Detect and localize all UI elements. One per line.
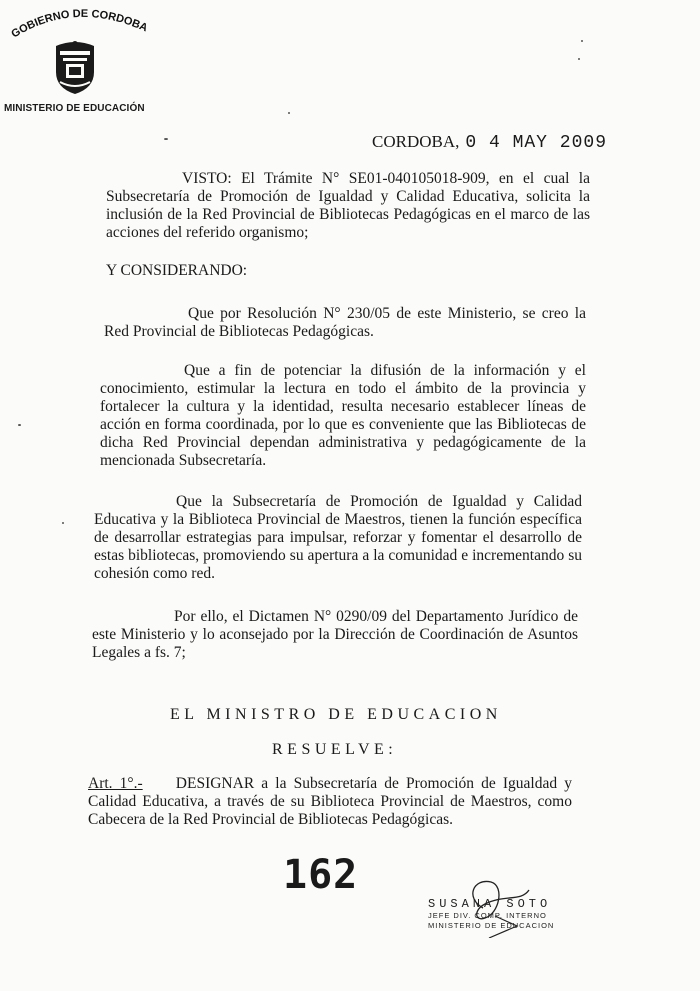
scan-speck <box>164 138 168 140</box>
scan-speck <box>578 58 580 60</box>
considerando-heading: Y CONSIDERANDO: <box>106 262 248 279</box>
scan-speck <box>581 40 583 42</box>
minister-heading: EL MINISTRO DE EDUCACION <box>170 706 502 723</box>
article-1-text: DESIGNAR a la Subsecretaría de Promoción de Igualdad y Calidad Educativa, a través de su Biblioteca Provincial de Maestros, como Cabecera de la Red Provincial de Bibliotecas Pedagógicas. <box>88 775 572 828</box>
scan-speck <box>288 112 290 114</box>
signature-name: SUSANA SOTO <box>428 897 552 911</box>
considerando-4: Por ello, el Dictamen N° 0290/09 del Departamento Jurídico de este Ministerio y lo aconsejado por la Dirección de Coordinación de Asuntos Legales a fs. 7; <box>92 608 578 661</box>
considerando-1: Que por Resolución N° 230/05 de este Ministerio, se creo la Red Provincial de Bibliotecas Pedagógicas. <box>104 305 586 340</box>
visto-paragraph: VISTO: El Trámite N° SE01-040105018-909, en el cual la Subsecretaría de Promoción de Igualdad y Calidad Educativa, solicita la inclusión de la Red Provincial de Bibliotecas Pedagógicas en el marco de las acciones del referido organismo; <box>106 170 590 241</box>
date-line <box>372 132 607 153</box>
scan-speck <box>62 522 64 524</box>
resuelve-heading: RESUELVE: <box>272 741 398 758</box>
signature-title: JEFE DIV. COMP. INTERNO <box>428 911 547 920</box>
considerando-3: Que la Subsecretaría de Promoción de Igualdad y Calidad Educativa y la Biblioteca Provincial de Maestros, tienen la función específica de desarrollar estrategias para impulsar, reforzar y fomentar el desarrollo de estas bibliotecas, promoviendo su apertura a la comunidad e incrementando su cohesión como red. <box>94 493 582 582</box>
ministry-name: MINISTERIO DE EDUCACIÓN <box>4 103 145 114</box>
signature-ministry: MINISTERIO DE EDUCACION <box>428 921 555 930</box>
government-text: GOBIERNO DE CORDOBA <box>9 7 150 41</box>
svg-text:GOBIERNO DE CORDOBA <box>9 8 149 41</box>
coat-of-arms-icon <box>44 38 106 98</box>
date-stamp: 0 4 MAY 2009 <box>465 133 607 153</box>
considerando-2: Que a fin de potenciar la difusión de la información y el conocimiento, estimular la lectura en todo el ámbito de la provincia y fortalecer la cultura y la identidad, resulta necesario establecer líneas de acción en forma coordinada, por lo que es conveniente que las Bibliotecas de dicha Red Provincial dependan administrativa y pedagógicamente de la mencionada Subsecretaría. <box>100 362 586 469</box>
document-number: 162 <box>283 852 359 898</box>
scan-speck <box>18 424 21 426</box>
date-place: CORDOBA, <box>372 132 460 151</box>
article-1-label: Art. 1°.- <box>88 775 143 792</box>
article-1 <box>88 775 572 829</box>
